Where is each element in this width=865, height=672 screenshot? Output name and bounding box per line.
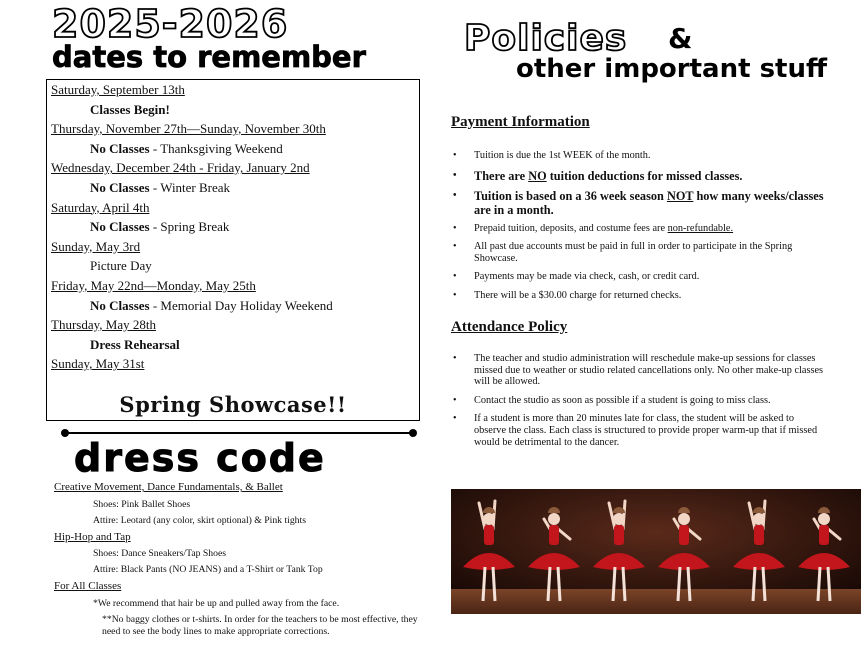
attendance-list — [453, 353, 828, 455]
date-event — [47, 335, 419, 355]
dancers-illustration — [451, 489, 861, 614]
payment-item: • There will be a $30.00 charge for returned checks. — [453, 290, 828, 302]
payment-item: • Tuition is based on a 36 week season NOT how many weeks/classes are in a month. — [453, 189, 828, 217]
dates-list — [47, 80, 419, 374]
event-detail: - Memorial Day Holiday Weekend — [149, 297, 333, 313]
event-detail: Picture Day — [90, 258, 152, 274]
event-detail: - Thanksgiving Weekend — [149, 140, 283, 156]
event-bold: Classes Begin! — [90, 101, 170, 117]
attendance-heading: Attendance Policy — [451, 319, 568, 335]
payment-item: • Prepaid tuition, deposits, and costume fees are non-refundable. — [453, 223, 828, 235]
date-event — [47, 256, 419, 276]
event-bold: No Classes — [90, 179, 150, 195]
hiphop-shoes: Shoes: Dance Sneakers/Tap Shoes — [93, 548, 227, 559]
date-event — [47, 139, 419, 159]
event-detail: - Spring Break — [149, 219, 230, 235]
attendance-item: • Contact the studio as soon as possible if a student is going to miss class. — [453, 395, 828, 407]
payment-item: • There are NO tuition deductions for missed classes. — [453, 169, 828, 183]
date-label: Wednesday, December 24th - Friday, January 2nd — [51, 160, 310, 176]
ballet-attire: Attire: Leotard (any color, skirt optional) & Pink tights — [93, 515, 306, 526]
payment-list — [453, 150, 828, 309]
event-detail: - Winter Break — [149, 179, 231, 195]
policies-title: Policies — [464, 18, 628, 59]
year-title: 2025-2026 — [52, 2, 289, 46]
hiphop-heading: Hip-Hop and Tap — [54, 531, 131, 543]
date-label: Friday, May 22nd—Monday, May 25th — [51, 277, 256, 293]
divider-dot-left — [61, 429, 69, 437]
attendance-item: • The teacher and studio administration will reschedule make-up sessions for classes missed due to weather or studio related cancellations only. No other make-up classes will be allowed. — [453, 353, 828, 388]
ampersand: & — [668, 22, 693, 55]
date-label: Saturday, April 4th — [51, 199, 150, 215]
policies-subtitle: other important stuff — [516, 54, 828, 84]
event-bold: No Classes — [90, 297, 150, 313]
event-bold: Dress Rehearsal — [90, 336, 180, 352]
dancers-photo — [451, 489, 861, 614]
dates-subtitle: dates to remember — [52, 40, 366, 74]
date-event — [47, 296, 419, 316]
payment-heading: Payment Information — [451, 114, 590, 130]
payment-item: • All past due accounts must be paid in full in order to participate in the Spring Showcase. — [453, 241, 828, 264]
date-label: Sunday, May 31st — [51, 356, 145, 372]
payment-item: • Payments may be made via check, cash, or credit card. — [453, 271, 828, 283]
dress-code-title: dress code — [74, 436, 326, 480]
date-event — [47, 100, 419, 120]
date-label: Thursday, May 28th — [51, 317, 156, 333]
divider-dot-right — [409, 429, 417, 437]
spring-showcase: Spring Showcase!! — [119, 391, 347, 417]
event-bold: No Classes — [90, 219, 150, 235]
date-event — [47, 217, 419, 237]
ballet-shoes: Shoes: Pink Ballet Shoes — [93, 499, 191, 510]
hair-note: *We recommend that hair be up and pulled away from the face. — [93, 598, 340, 609]
date-label: Saturday, September 13th — [51, 82, 185, 97]
divider-bar — [66, 432, 412, 434]
hiphop-attire: Attire: Black Pants (NO JEANS) and a T-Shirt or Tank Top — [93, 564, 323, 575]
clothing-note: **No baggy clothes or t-shirts. In order for the teachers to be most effective, they need to see the body lines to make appropriate corrections. — [102, 614, 418, 637]
attendance-item: • If a student is more than 20 minutes late for class, the student will be asked to observe the class. Each class is structured to provide proper warm-up that if missed would be detrimental to the dancer. — [453, 413, 828, 448]
date-event — [47, 178, 419, 198]
dates-box — [46, 79, 420, 421]
ballet-heading: Creative Movement, Dance Fundamentals, & Ballet — [54, 481, 283, 493]
date-label: Sunday, May 3rd — [51, 238, 141, 254]
date-label: Thursday, November 27th—Sunday, November 30th — [51, 121, 326, 137]
event-bold: No Classes — [90, 140, 150, 156]
all-classes-heading: For All Classes — [54, 580, 122, 592]
payment-item: • Tuition is due the 1st WEEK of the month. — [453, 150, 828, 162]
